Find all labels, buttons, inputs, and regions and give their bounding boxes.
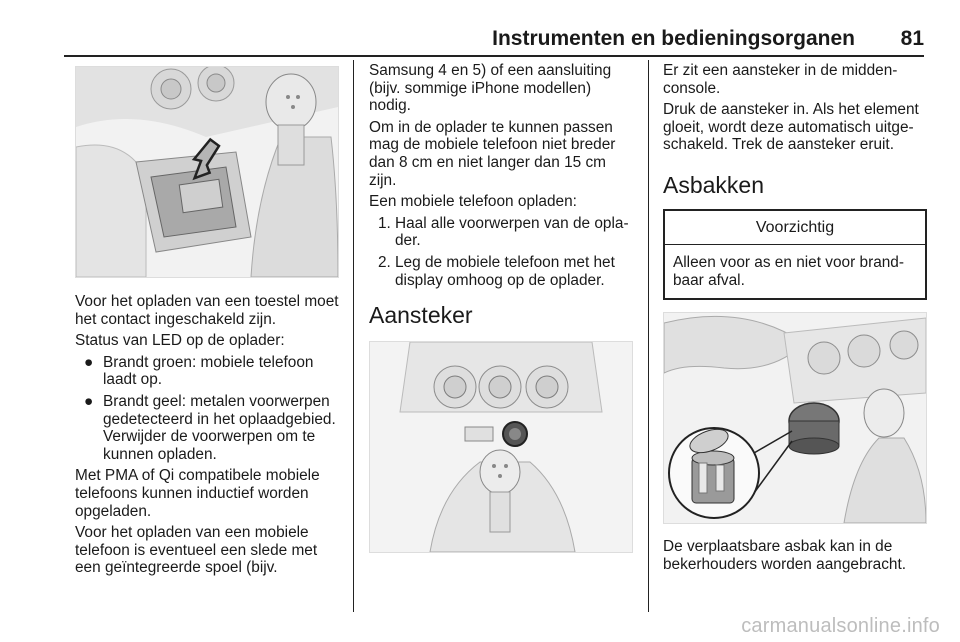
paragraph: Een mobiele telefoon opladen: [369,193,577,211]
page-number: 81 [900,27,924,50]
header-rule [64,55,924,57]
ashtray-figure [663,312,927,524]
section-heading: Asbakken [663,171,765,198]
caution-text: Alleen voor as en niet voor brandbaar afval. [673,253,905,289]
paragraph: Samsung 4 en 5) of een aansluiting (bijv. sommige iPhone modellen) nodig. [369,62,612,115]
list-item-text: Brandt geel: metalen voorwerpen gedetecteerd in het oplaadgebied. Verwijder de voorwerpen om te kunnen opladen. [103,392,336,463]
page-header [0,0,960,62]
list-item-text: Brandt groen: mobiele telefoon laadt op. [103,353,314,389]
list-item [75,393,339,463]
list-item-text: Haal alle voorwerpen van de oplader. [395,214,629,250]
paragraph: Er zit een aansteker in de middenconsole. [663,62,898,97]
paragraph: Om in de oplader te kunnen passen mag de mobiele telefoon niet breder dan 8 cm en niet langer dan 15 cm zijn. [369,118,616,189]
step-number: 1. [378,214,391,232]
list-item [369,215,634,250]
caution-title: Voorzichtig [665,211,925,245]
column-divider [648,60,649,612]
column-3 [663,62,927,577]
column-2 [369,62,634,553]
ashtray-illustration [664,313,926,523]
paragraph: Met PMA of Qi compatibele mobiele telefoons kunnen inductief worden opgeladen. [75,467,320,520]
section-heading: Aansteker [369,302,473,329]
cigarette-lighter-figure [369,341,633,553]
paragraph: Status van LED op de oplader: [75,332,285,350]
charging-tray-illustration [76,67,338,277]
bullet-icon: ● [84,353,94,371]
charging-tray-figure [75,66,339,278]
column-divider [353,60,354,612]
header-title: Instrumenten en bedieningsorganen [492,27,855,50]
list-item-text: Leg de mobiele telefoon met het display omhoog op de oplader. [395,253,615,289]
cigarette-lighter-illustration [370,342,632,552]
bullet-icon: ● [84,392,94,410]
paragraph: Druk de aansteker in. Als het element gloeit, wordt deze automatisch uitgeschakeld. Trek de aansteker eruit. [663,101,919,154]
step-number: 2. [378,253,391,271]
watermark: carmanualsonline.info [741,615,940,637]
paragraph: Voor het opladen van een toestel moet het contact ingeschakeld zijn. [75,293,339,328]
list-item [75,354,339,389]
caution-box [663,209,927,300]
column-1 [75,62,339,581]
list-item [369,254,634,289]
paragraph: Voor het opladen van een mobiele telefoon is eventueel een slede met een geïntegreerde spoel (bijv. [75,524,318,577]
paragraph: De verplaatsbare asbak kan in de bekerhouders worden aangebracht. [663,538,906,573]
